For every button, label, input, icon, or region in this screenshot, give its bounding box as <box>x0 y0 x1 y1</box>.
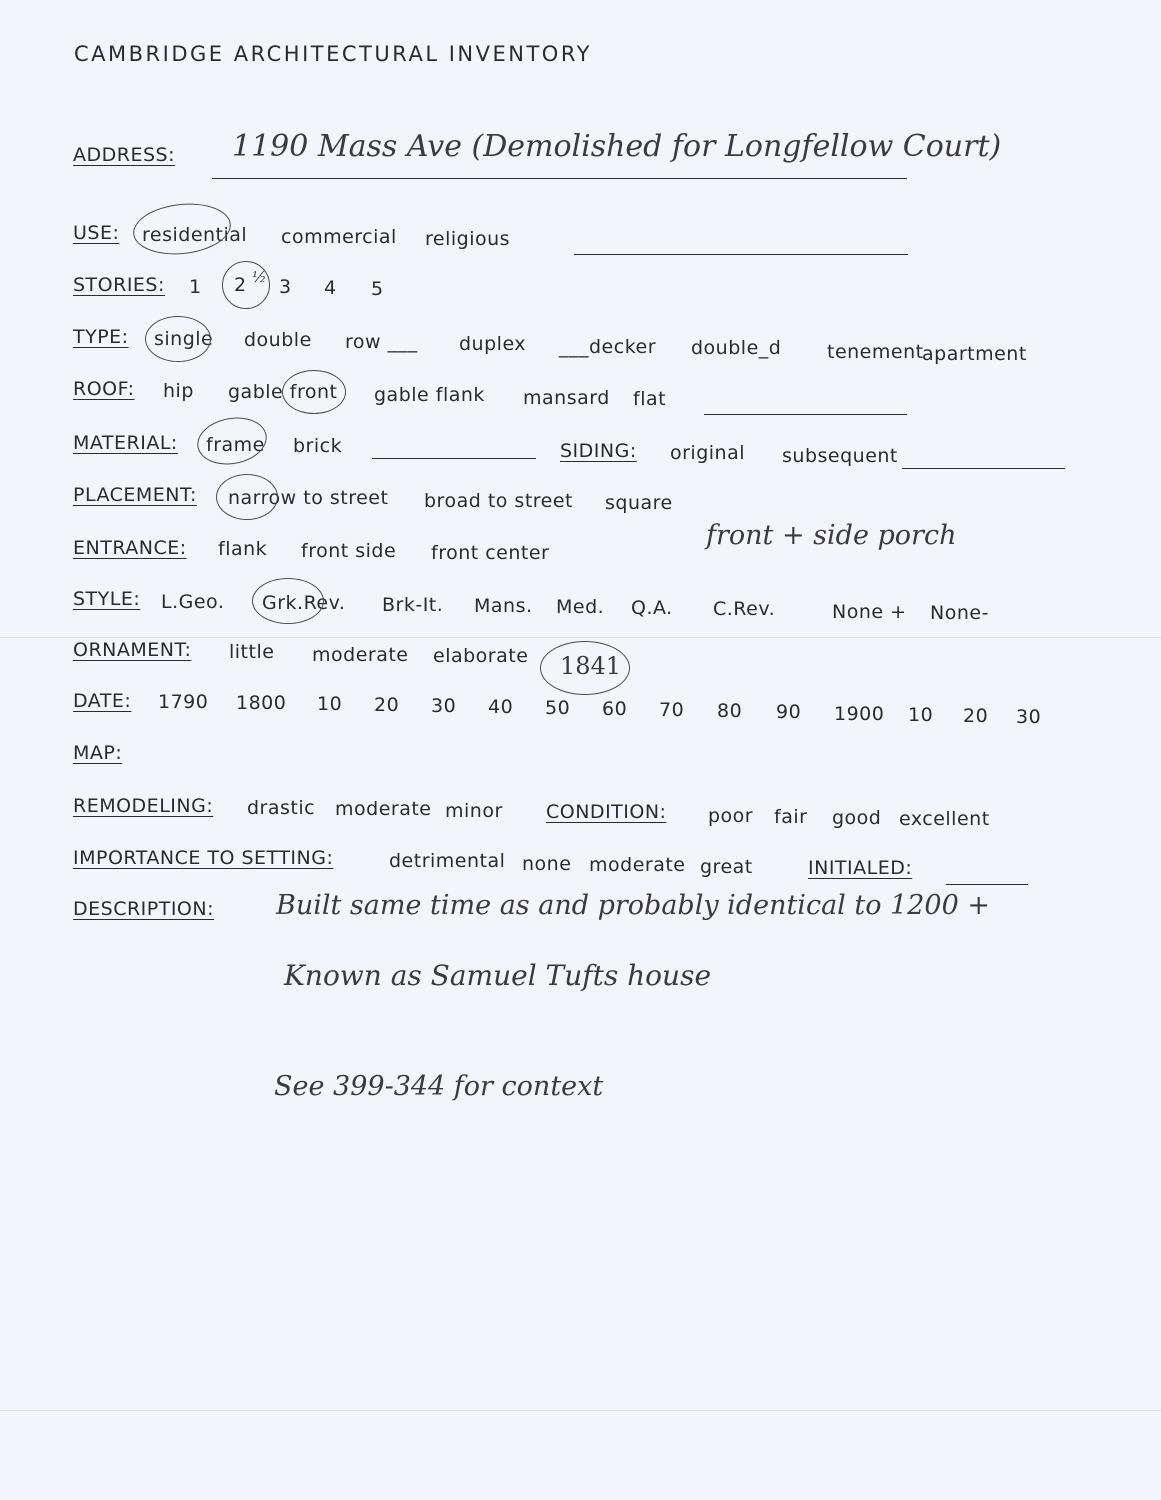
date-option: 1790 <box>158 691 209 713</box>
selection-circle <box>222 261 270 309</box>
stories-option-2: 2 <box>234 274 247 296</box>
placement-option-broad: broad to street <box>424 490 574 512</box>
entrance-note: front + side porch <box>706 520 957 551</box>
importance-option-moderate: moderate <box>589 854 686 876</box>
siding-option-original: original <box>670 442 746 464</box>
roof-option-mansard: mansard <box>523 387 610 409</box>
date-option: 60 <box>602 698 628 720</box>
entrance-label: ENTRANCE: <box>73 537 187 559</box>
type-option-double: double <box>244 329 312 351</box>
importance-option-detrimental: detrimental <box>389 850 506 872</box>
date-option: 80 <box>717 700 743 722</box>
remodeling-label: REMODELING: <box>73 795 214 817</box>
placement-label: PLACEMENT: <box>73 484 197 506</box>
date-option: 1800 <box>236 692 287 714</box>
material-label: MATERIAL: <box>73 432 178 454</box>
style-option-grkrev: Grk.Rev. <box>262 592 346 614</box>
date-label: DATE: <box>73 690 132 712</box>
selection-circle <box>252 578 324 624</box>
roof-option-flat: flat <box>633 388 667 410</box>
description-line: Built same time as and probably identical to 1200 + <box>276 890 990 921</box>
remodeling-option-drastic: drastic <box>247 797 316 819</box>
ornament-option-elaborate: elaborate <box>433 645 529 667</box>
siding-label: SIDING: <box>560 440 637 462</box>
date-option: 10 <box>317 693 343 715</box>
roof-option-gable-front: gable front <box>228 381 338 403</box>
date-option: 40 <box>488 696 514 718</box>
date-option: 30 <box>431 695 457 717</box>
use-option-commercial: commercial <box>281 226 397 248</box>
style-option-qa: Q.A. <box>631 597 673 619</box>
entrance-option-front-center: front center <box>431 542 550 564</box>
date-option: 50 <box>545 697 571 719</box>
selection-circle <box>131 199 234 259</box>
style-option-med: Med. <box>556 596 605 618</box>
stories-option-3: 3 <box>279 276 292 298</box>
date-option: 10 <box>908 704 934 726</box>
address-value: 1190 Mass Ave (Demolished for Longfellow Court) <box>232 129 1002 164</box>
style-label: STYLE: <box>73 588 141 610</box>
initialed-label: INITIALED: <box>808 857 913 879</box>
siding-option-subsequent: subsequent <box>782 445 898 467</box>
type-option-tenement: tenement <box>827 341 924 363</box>
address-label: ADDRESS: <box>73 144 175 166</box>
roof-label: ROOF: <box>73 378 135 400</box>
material-option-brick: brick <box>293 435 343 457</box>
entrance-option-front-side: front side <box>301 540 397 562</box>
type-option-double-d: double_d <box>691 337 782 359</box>
stories-label: STORIES: <box>73 274 165 296</box>
selection-circle <box>194 412 271 469</box>
use-option-religious: religious <box>425 228 511 250</box>
stories-option-5: 5 <box>371 278 384 300</box>
condition-label: CONDITION: <box>546 801 667 823</box>
use-label: USE: <box>73 222 120 244</box>
remodeling-option-moderate: moderate <box>335 798 432 820</box>
material-option-frame: frame <box>206 434 265 456</box>
type-option-decker: ___decker <box>559 336 657 358</box>
roof-option-hip: hip <box>163 380 194 402</box>
ornament-option-moderate: moderate <box>312 644 409 666</box>
description-label: DESCRIPTION: <box>73 898 215 920</box>
date-option: 90 <box>776 701 802 723</box>
type-option-duplex: duplex <box>459 333 527 355</box>
placement-option-narrow: narrow to street <box>228 487 389 509</box>
style-option-none-minus: None- <box>930 602 989 624</box>
placement-option-square: square <box>605 492 673 514</box>
date-written: 1841 <box>560 652 622 680</box>
style-option-mans: Mans. <box>474 595 533 617</box>
selection-circle <box>540 641 630 695</box>
address-line <box>212 178 907 179</box>
date-option: 20 <box>374 694 400 716</box>
siding-other-line <box>902 468 1065 469</box>
condition-option-excellent: excellent <box>899 808 990 830</box>
selection-circle <box>216 474 278 520</box>
condition-option-fair: fair <box>774 806 808 828</box>
use-option-residential: residential <box>142 224 248 246</box>
date-option: 1900 <box>834 703 885 725</box>
entrance-option-flank: flank <box>218 538 268 560</box>
ornament-option-little: little <box>229 641 275 663</box>
remodeling-option-minor: minor <box>445 800 503 822</box>
fold-line <box>0 637 1161 638</box>
form-title: CAMBRIDGE ARCHITECTURAL INVENTORY <box>74 42 592 66</box>
selection-circle <box>145 316 214 362</box>
initialed-line <box>946 884 1028 885</box>
type-label: TYPE: <box>73 326 129 348</box>
roof-other-line <box>704 414 907 415</box>
style-option-crev: C.Rev. <box>713 598 776 620</box>
map-label: MAP: <box>73 742 123 764</box>
material-other-line <box>372 458 536 459</box>
description-line: See 399-344 for context <box>274 1071 604 1102</box>
roof-option-gable-flank: gable flank <box>374 384 485 406</box>
ornament-label: ORNAMENT: <box>73 639 192 661</box>
fold-line <box>0 1410 1161 1411</box>
style-option-brkit: Brk-It. <box>382 594 444 616</box>
type-option-row: row ___ <box>345 331 418 353</box>
condition-option-poor: poor <box>708 805 754 827</box>
style-option-none-plus: None + <box>832 601 907 623</box>
stories-option-1: 1 <box>189 276 202 298</box>
description-line: Known as Samuel Tufts house <box>284 959 712 992</box>
type-option-apartment: apartment <box>922 343 1027 365</box>
importance-label: IMPORTANCE TO SETTING: <box>73 847 334 869</box>
date-option: 70 <box>659 699 685 721</box>
condition-option-good: good <box>832 807 882 829</box>
stories-half-annotation: ½ <box>252 268 267 286</box>
style-option-lgeo: L.Geo. <box>161 591 225 613</box>
date-option: 30 <box>1016 706 1042 728</box>
stories-option-4: 4 <box>324 277 337 299</box>
selection-circle <box>282 370 346 414</box>
type-option-single: single <box>154 328 214 350</box>
importance-option-none: none <box>522 853 572 875</box>
use-other-line <box>574 254 908 255</box>
importance-option-great: great <box>700 856 753 878</box>
date-option: 20 <box>963 705 989 727</box>
